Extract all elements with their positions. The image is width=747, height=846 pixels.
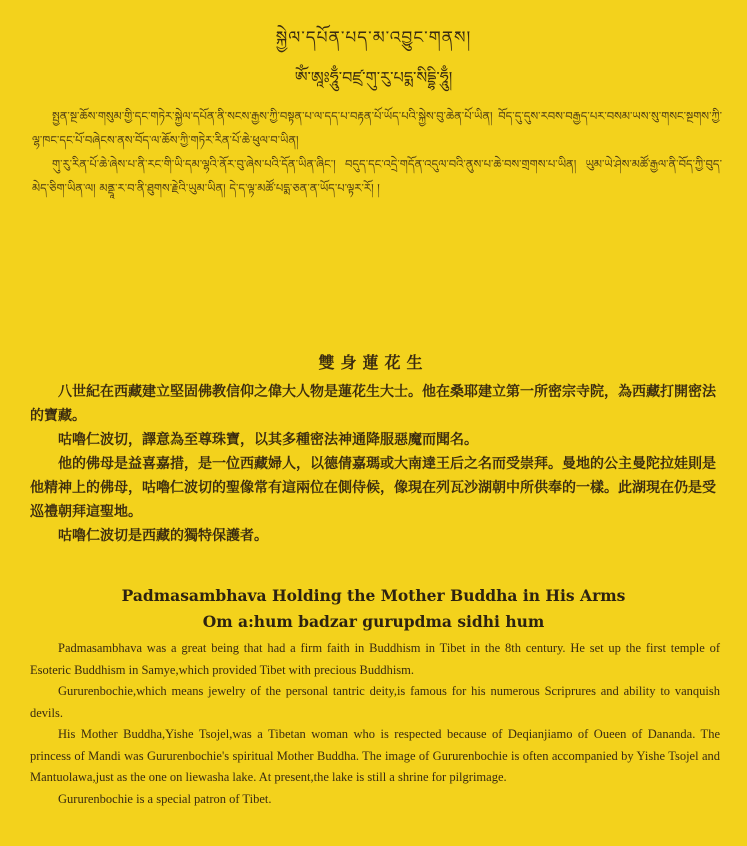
tibetan-title: སྐྱེལ་དཔོན་པད་མ་འབྱུང་གནས། (275, 28, 472, 48)
english-body (30, 638, 720, 810)
chinese-paragraph: 咕嚕仁波切，譯意為至尊珠寶，以其多種密法神通降服惡魔而聞名。 (58, 432, 478, 448)
chinese-title: 雙身蓮花生 (318, 353, 429, 372)
english-paragraph: Padmasambhava was a great being that had a firm faith in Buddhism in Tibet in the 8th century. He set up the first temple of Esoteric Buddhism in Samye,which provided Tibet with precious Buddhism. (30, 641, 720, 677)
english-paragraph: Gururenbochie is a special patron of Tibet. (58, 791, 272, 806)
english-paragraph: His Mother Buddha,Yishe Tsojel,was a Tibetan woman who is respected because of Deqianjiamo of Oueen of Dananda. The princess of Mandi was Gururenbochie's spiritual Mother Buddha. The image of Gururenbochie is often accompanied by Yishe Tsojel and Mantuolawa,just as the one on liewasha lake. At present,the lake is still a shrine for pilgrimage. (30, 727, 720, 784)
chinese-body (30, 380, 720, 548)
chinese-paragraph: 咕嚕仁波切是西藏的獨特保護者。 (58, 528, 268, 544)
tibetan-paragraph: གུ་རུ་རིན་པོ་ཆེ་ཞེས་པ་ནི་རང་གི་ཡི་དམ་ལྷའི་ནོར་བུ་ཞེས་པའི་དོན་ཡིན་ཞིང༌། བདུད་དང་འདྲེ་གདོན་འདུལ་བའི་ནུས་པ་ཆེ་བས་གྲགས་པ་ཡིན། ཡུམ་ཡེ་ཤེས་མཚོ་རྒྱལ་ནི་བོད་ཀྱི་བུད་མེད་ཅིག་ཡིན་ལ། མནྡཱ་ར་བ་ནི་ཐུགས་རྗེའི་ཡུམ་ཡིན། དེ་ད་ལྟ་མཚོ་པདྨ་ཅན་ན་ཡོད་པ་ལྟར་རོ། ། (32, 157, 722, 195)
chinese-paragraph: 他的佛母是益喜嘉措，是一位西藏婦人，以德倩嘉瑪或大南達王后之名而受崇拜。曼地的公主曼陀拉娃則是他精神上的佛母，咕嚕仁波切的聖像常有這兩位在側侍候，像現在列瓦沙湖朝中所供奉的一樣。此湖現在仍是受巡禮朝拜這聖地。 (30, 456, 716, 520)
tibetan-body (32, 104, 722, 200)
english-paragraph: Gururenbochie,which means jewelry of the personal tantric deity,is famous for his numerous Scriprures and ability to vanquish devils. (30, 684, 720, 720)
english-mantra: Om a:hum badzar gurupdma sidhi hum (202, 612, 545, 631)
tibetan-mantra: ཨོཾ་ཨཱཿཧཱུྃ་བཛྲ་གུ་རུ་པདྨ་སིདྡྷི་ཧཱུྃ། (294, 68, 453, 87)
english-title: Padmasambhava Holding the Mother Buddha in His Arms (121, 586, 626, 605)
chinese-paragraph: 八世紀在西藏建立堅固佛教信仰之偉大人物是蓮花生大士。他在桑耶建立第一所密宗寺院，為西藏打開密法的寶藏。 (30, 384, 716, 424)
tibetan-paragraph: སྤྱན་སྔ་ཆོས་གསུམ་གྱི་དང་གཏེར་སྐྱེལ་དཔོན་ནི་སངས་རྒྱས་ཀྱི་བསྟན་པ་ལ་དད་པ་བརྟན་པོ་ཡོད་པའི་སྐྱེས་བུ་ཆེན་པོ་ཡིན། བོད་དུ་དུས་རབས་བརྒྱད་པར་བསམ་ཡས་སུ་གསང་སྔགས་ཀྱི་ལྷ་ཁང་དང་པོ་བཞེངས་ནས་བོད་ལ་ཆོས་ཀྱི་གཏེར་རིན་པོ་ཆེ་ཕུལ་བ་ཡིན། (32, 109, 722, 147)
